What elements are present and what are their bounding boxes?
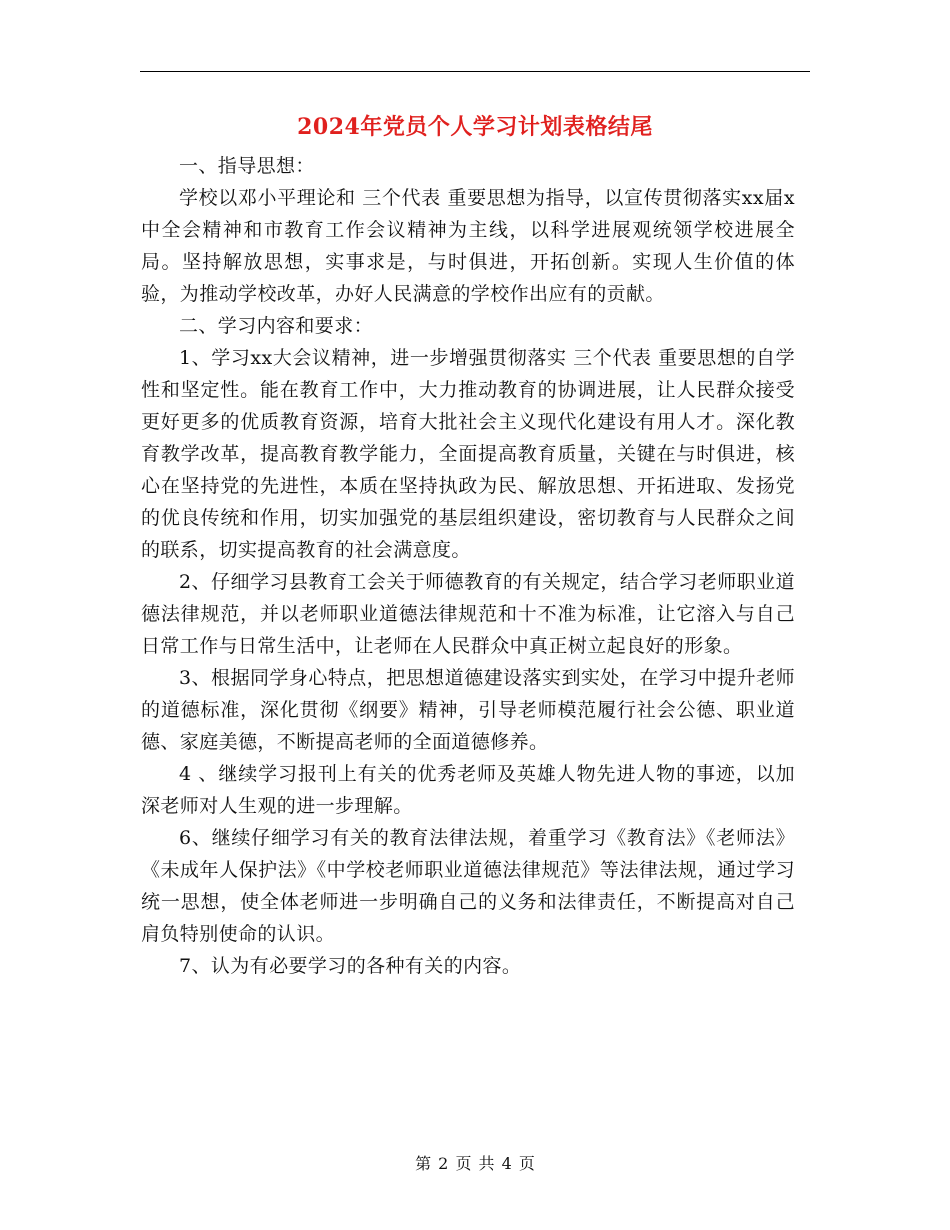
paragraph-guiding-thought: 学校以邓小平理论和 三个代表 重要思想为指导，以宣传贯彻落实xx届x中全会精神和市教育工作会议精神为主线，以科学进展观统领学校进展全局。坚持解放思想，实事求是，与时俱进，开拓创新。实现人生价值的体验，为推动学校改革，办好人民满意的学校作出应有的贡献。 [141, 187, 795, 305]
section-heading-guiding-thought: 一、指导思想： [179, 155, 315, 177]
section-heading-content-requirements: 二、学习内容和要求： [179, 315, 374, 337]
page-footer: 第 2 页 共 4 页 [415, 1154, 535, 1173]
paragraph-item-4: 4 、继续学习报刊上有关的优秀老师及英雄人物先进人物的事迹，以加深老师对人生观的进一步理解。 [141, 763, 795, 817]
paragraph-item-7: 7、认为有必要学习的各种有关的内容。 [179, 955, 522, 977]
header-rule [140, 71, 810, 72]
document-body [141, 150, 795, 982]
paragraph-item-6: 6、继续仔细学习有关的教育法律法规，着重学习《教育法》《老师法》《未成年人保护法》《中学校老师职业道德法律规范》等法律法规，通过学习统一思想，使全体老师进一步明确自己的义务和法律责任，不断提高对自己肩负特别使命的认识。 [141, 827, 795, 945]
document-title: 2024年党员个人学习计划表格结尾 [297, 114, 653, 140]
paragraph-item-1: 1、学习xx大会议精神，进一步增强贯彻落实 三个代表 重要思想的自学性和坚定性。能在教育工作中，大力推动教育的协调进展，让人民群众接受更好更多的优质教育资源，培育大批社会主义现代化建设有用人才。深化教育教学改革，提高教育教学能力，全面提高教育质量，关键在与时俱进，核心在坚持党的先进性，本质在坚持执政为民、解放思想、开拓进取、发扬党的优良传统和作用，切实加强党的基层组织建设，密切教育与人民群众之间的联系，切实提高教育的社会满意度。 [141, 347, 795, 561]
paragraph-item-3: 3、根据同学身心特点，把思想道德建设落实到实处，在学习中提升老师的道德标准，深化贯彻《纲要》精神，引导老师模范履行社会公德、职业道德、家庭美德，不断提高老师的全面道德修养。 [141, 667, 795, 753]
paragraph-item-2: 2、仔细学习县教育工会关于师德教育的有关规定，结合学习老师职业道德法律规范，并以老师职业道德法律规范和十不准为标准，让它溶入与自己日常工作与日常生活中，让老师在人民群众中真正树立起良好的形象。 [141, 571, 795, 657]
